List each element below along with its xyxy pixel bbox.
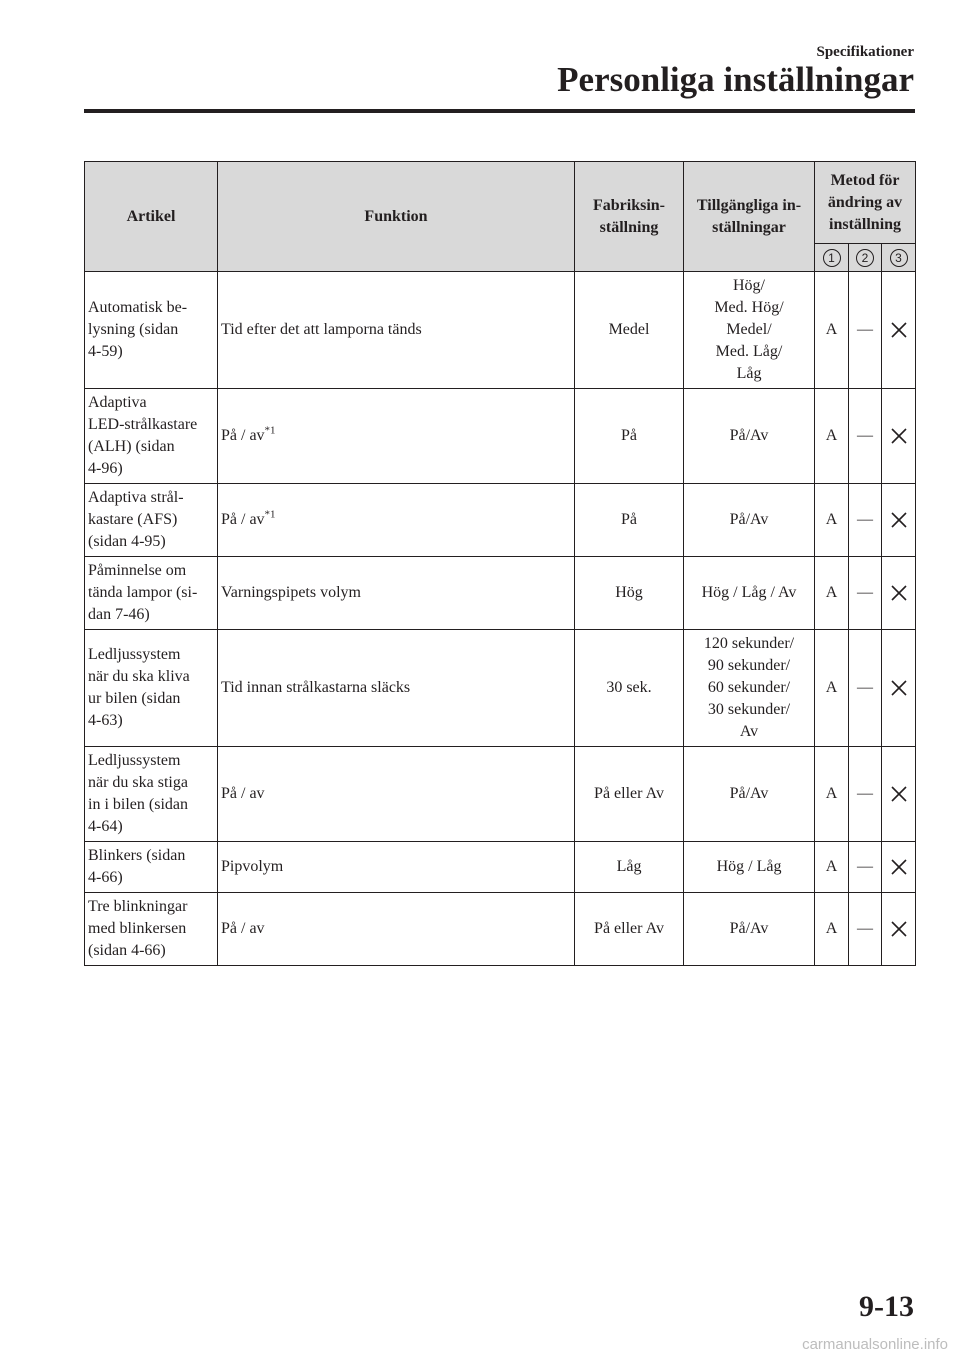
funktion-text: Varningspipets volym: [221, 584, 361, 601]
header-metod-2: [849, 244, 882, 272]
cell-metod-2: —: [849, 557, 882, 630]
cell-artikel: Påminnelse om tända lampor (si- dan 7-46): [85, 557, 218, 630]
cell-tillgangliga: Hög / Låg: [684, 842, 815, 893]
cell-artikel: Ledljussystem när du ska kliva ur bilen (sidan 4-63): [85, 630, 218, 747]
cell-artikel: Blinkers (sidan 4-66): [85, 842, 218, 893]
cell-funktion: [218, 389, 575, 484]
header-funktion: Funktion: [218, 162, 575, 272]
table-row: [85, 557, 916, 630]
cell-funktion: [218, 272, 575, 389]
cell-funktion: [218, 747, 575, 842]
cell-metod-3: [882, 484, 916, 557]
cross-mark-icon: [889, 583, 909, 603]
header-fabriksinstallning: Fabriksin- ställning: [575, 162, 684, 272]
watermark: carmanualsonline.info: [802, 1336, 948, 1353]
cell-metod-1: A: [815, 272, 849, 389]
cell-metod-2: —: [849, 272, 882, 389]
cell-tillgangliga: På/Av: [684, 893, 815, 966]
cell-funktion: [218, 557, 575, 630]
cross-mark-icon: [889, 784, 909, 804]
cell-artikel: Tre blinkningar med blinkersen (sidan 4-66): [85, 893, 218, 966]
header-metod-1: [815, 244, 849, 272]
cell-metod-3: [882, 389, 916, 484]
header-metod: Metod för ändring av inställning: [815, 162, 916, 244]
cell-metod-2: —: [849, 893, 882, 966]
cell-metod-1: A: [815, 747, 849, 842]
cell-metod-1: A: [815, 893, 849, 966]
cell-fabriksinstallning: 30 sek.: [575, 630, 684, 747]
cell-metod-1: A: [815, 842, 849, 893]
cell-funktion: [218, 893, 575, 966]
cell-metod-3: [882, 893, 916, 966]
page-title: Personliga inställningar: [557, 60, 914, 99]
table-row: [85, 747, 916, 842]
cell-tillgangliga: 120 sekunder/ 90 sekunder/ 60 sekunder/ 30 sekunder/ Av: [684, 630, 815, 747]
cell-metod-2: —: [849, 484, 882, 557]
cell-metod-2: —: [849, 842, 882, 893]
cell-funktion: [218, 842, 575, 893]
cell-metod-2: —: [849, 389, 882, 484]
cell-fabriksinstallning: På: [575, 484, 684, 557]
table-row: [85, 484, 916, 557]
cell-metod-1: A: [815, 557, 849, 630]
cell-metod-3: [882, 842, 916, 893]
cell-tillgangliga: På/Av: [684, 389, 815, 484]
cell-metod-3: [882, 557, 916, 630]
cell-artikel: Automatisk be- lysning (sidan 4-59): [85, 272, 218, 389]
cell-fabriksinstallning: På eller Av: [575, 747, 684, 842]
funktion-text: På / av: [221, 427, 265, 444]
section-label: Specifikationer: [816, 44, 914, 60]
table-row: [85, 842, 916, 893]
funktion-text: På / av: [221, 511, 265, 528]
table-row: [85, 272, 916, 389]
footnote-mark: *1: [264, 508, 276, 521]
circled-number-icon: 3: [890, 249, 908, 267]
funktion-text: Tid efter det att lamporna tänds: [221, 321, 422, 338]
cell-metod-1: A: [815, 484, 849, 557]
page-number: 9-13: [859, 1290, 914, 1323]
cell-artikel: Adaptiva strål- kastare (AFS) (sidan 4-95): [85, 484, 218, 557]
cell-fabriksinstallning: På eller Av: [575, 893, 684, 966]
header-metod-3: [882, 244, 916, 272]
circled-number-icon: 2: [856, 249, 874, 267]
cell-fabriksinstallning: Hög: [575, 557, 684, 630]
settings-table: [84, 161, 916, 966]
cell-artikel: Ledljussystem när du ska stiga in i bilen (sidan 4-64): [85, 747, 218, 842]
table-row: [85, 630, 916, 747]
title-rule: [84, 109, 915, 113]
cell-fabriksinstallning: Medel: [575, 272, 684, 389]
funktion-text: På / av: [221, 920, 265, 937]
cell-fabriksinstallning: Låg: [575, 842, 684, 893]
cell-metod-3: [882, 272, 916, 389]
cross-mark-icon: [889, 857, 909, 877]
cross-mark-icon: [889, 510, 909, 530]
cell-artikel: Adaptiva LED-strålkastare (ALH) (sidan 4-96): [85, 389, 218, 484]
cell-metod-1: A: [815, 630, 849, 747]
header-artikel: Artikel: [85, 162, 218, 272]
cell-funktion: [218, 630, 575, 747]
cell-metod-1: A: [815, 389, 849, 484]
circled-number-icon: 1: [823, 249, 841, 267]
cell-funktion: [218, 484, 575, 557]
funktion-text: Pipvolym: [221, 858, 284, 875]
footnote-mark: *1: [264, 424, 276, 437]
funktion-text: Tid innan strålkastarna släcks: [221, 679, 411, 696]
cell-fabriksinstallning: På: [575, 389, 684, 484]
cell-tillgangliga: På/Av: [684, 747, 815, 842]
header-tillgangliga: Tillgängliga in- ställningar: [684, 162, 815, 272]
cell-tillgangliga: Hög / Låg / Av: [684, 557, 815, 630]
cell-metod-2: —: [849, 747, 882, 842]
cross-mark-icon: [889, 919, 909, 939]
cross-mark-icon: [889, 320, 909, 340]
cell-tillgangliga: På/Av: [684, 484, 815, 557]
cross-mark-icon: [889, 678, 909, 698]
cell-tillgangliga: Hög/ Med. Hög/ Medel/ Med. Låg/ Låg: [684, 272, 815, 389]
funktion-text: På / av: [221, 785, 265, 802]
cell-metod-2: —: [849, 630, 882, 747]
table-row: [85, 893, 916, 966]
cell-metod-3: [882, 630, 916, 747]
cell-metod-3: [882, 747, 916, 842]
table-row: [85, 389, 916, 484]
cross-mark-icon: [889, 426, 909, 446]
